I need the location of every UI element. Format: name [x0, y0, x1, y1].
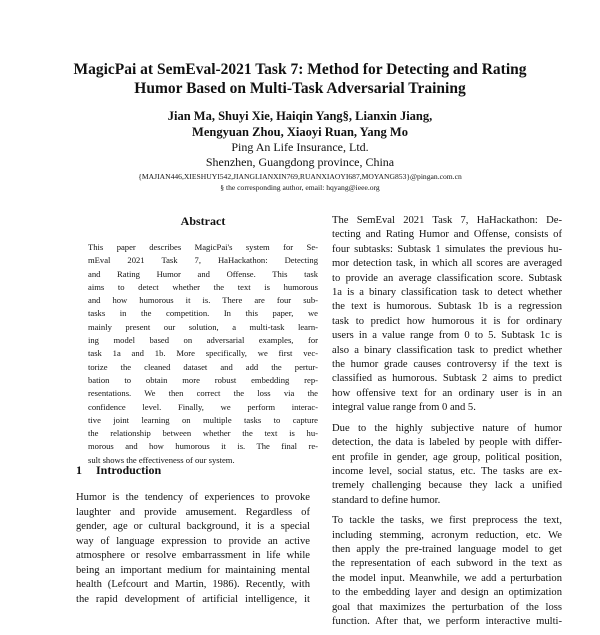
affiliation-line-2: Shenzhen, Guangdong province, China: [205, 155, 395, 169]
text-line: torize the cleaned dataset and add the pertur-: [88, 361, 318, 372]
text-line: resentations. We then correct the loss via the: [88, 388, 318, 399]
text-line: bation to obtain more robust embedding rep-: [88, 374, 318, 385]
section-title: Introduction: [96, 463, 162, 477]
text-line: standard to define humor.: [332, 494, 441, 506]
text-line: being an important medium for maintaining mental: [76, 564, 310, 576]
author-emails: {MAJIAN446,XIESHUYI542,JIANGLIANXIN769,RUANXIAOYI687,MOYANG853}@pingan.com.cn: [138, 172, 462, 181]
text-line: To tackle the tasks, we first preprocess the text,: [332, 515, 562, 527]
text-line: and how humorous it is. There are four sub-: [88, 295, 318, 306]
text-line: goal that maximizes the perturbation of the loss: [332, 601, 562, 613]
paragraph-approach: [322, 514, 562, 629]
text-line: the text is humorous. Subtask 1b is a regression: [332, 301, 562, 313]
author-list: [0, 108, 600, 140]
text-line: task to predict how humorous it is for ordinary: [332, 315, 562, 327]
text-line: 1a is a binary classification task to detect whether: [332, 287, 562, 299]
text-line: to provide an average classification score. Subtask: [332, 272, 562, 284]
text-line: the humor grade causes controversy if the text is: [332, 359, 562, 371]
title-line-1: MagicPai at SemEval-2021 Task 7: Method for Detecting and Rating: [73, 61, 527, 78]
text-line: tive joint learning on multiple tasks to capture: [88, 414, 318, 425]
affiliation: [0, 140, 600, 170]
text-line: how offensive text for an ordinary user is in an: [332, 387, 562, 399]
text-line: laughter and provide amusement. Regardless of: [76, 506, 310, 518]
section-number: 1: [76, 463, 82, 477]
paragraph-task-description: [322, 214, 562, 416]
introduction-body: [76, 491, 310, 607]
text-line: income level, social status, etc. The tasks are ex-: [332, 465, 562, 477]
text-line: gender, age or cultural background, it is a special: [76, 521, 310, 532]
text-line: classified as humorous. Subtask 2 aims to predict: [332, 373, 562, 385]
text-line: atmosphere or resolve embarrassment in life while: [76, 550, 310, 561]
text-line: to the embedding layer and design an optimization: [332, 587, 562, 599]
title-line-2: Humor Based on Multi-Task Adversarial Training: [134, 80, 466, 97]
text-line: tremely challenging because they lack a unified: [332, 480, 562, 492]
text-line: confidence level. Finally, we perform interac-: [88, 401, 318, 412]
authors-line-1: Jian Ma, Shuyi Xie, Haiqin Yang§, Lianxin Jiang,: [167, 109, 433, 123]
text-line: way of language expression to provide an active: [76, 535, 310, 547]
right-column: [322, 214, 562, 635]
text-line: and Rating Humor and Offense. This task: [88, 268, 318, 279]
affiliation-line-1: Ping An Life Insurance, Ltd.: [231, 140, 369, 154]
text-line: then apply the pre-trained language model to get: [332, 543, 562, 555]
text-line: The SemEval 2021 Task 7, HaHackathon: De-: [332, 215, 562, 226]
text-line: sult shows the effectiveness of our system.: [88, 454, 235, 465]
text-line: integral value range from 0 and 5.: [332, 402, 476, 414]
text-line: the relationship between whether the text is hu-: [88, 428, 318, 439]
text-line: aims to detect whether the text is humorous: [88, 281, 318, 292]
paper-title: [0, 60, 600, 98]
section-heading-introduction: [76, 463, 161, 478]
text-line: users in a value range from 0 to 5. Subtask 1c is: [332, 330, 562, 342]
text-line: ent profile in gender, age group, political position,: [332, 451, 562, 463]
abstract-body: [88, 241, 318, 467]
text-line: morous and how humorous it is. The final re-: [88, 441, 318, 452]
text-line: tecting and Rating Humor and Offense, consists of: [332, 229, 562, 241]
text-line: health (Lefcourt and Martin, 1986). Recently, with: [76, 579, 310, 590]
text-line: the representation of each subword in the text as: [332, 558, 562, 570]
text-line: function. After that, we perform interactive multi-: [332, 615, 562, 627]
text-line: mEval 2021 Task 7, HaHackathon: Detecting: [88, 255, 318, 266]
paragraph-subjectivity: [322, 422, 562, 508]
text-line: This paper describes MagicPai's system for Se-: [88, 242, 318, 252]
corresponding-author-note: § the corresponding author, email: hqyang@ieee.org: [220, 183, 380, 192]
text-line: also a binary classification task to predict whether: [332, 344, 562, 356]
text-line: the model input. Meanwhile, we add a perturbation: [332, 572, 562, 584]
text-line: Due to the highly subjective nature of humor: [332, 422, 562, 434]
text-line: ing model based on adversarial examples, for: [88, 335, 318, 346]
text-line: including stemming, acronym reduction, etc. We: [332, 529, 562, 541]
abstract-heading: Abstract: [180, 214, 226, 228]
text-line: Humor is the tendency of experiences to provoke: [76, 492, 310, 503]
text-line: tasks in the competition. In this paper, we: [88, 308, 318, 319]
text-line: the rapid development of artificial intelligence, it: [76, 593, 310, 605]
text-line: task 1a and 1b. More specifically, we first vec-: [88, 348, 318, 359]
text-line: detection, the data is labeled by people with differ-: [332, 437, 562, 449]
text-line: four subtasks: Subtask 1 simulates the previous hu-: [332, 243, 562, 255]
authors-line-2: Mengyuan Zhou, Xiaoyi Ruan, Yang Mo: [192, 125, 408, 139]
text-line: mor detection task, in which all scores are averaged: [332, 258, 562, 270]
text-line: mainly present our solution, a multi-task learn-: [88, 321, 318, 332]
